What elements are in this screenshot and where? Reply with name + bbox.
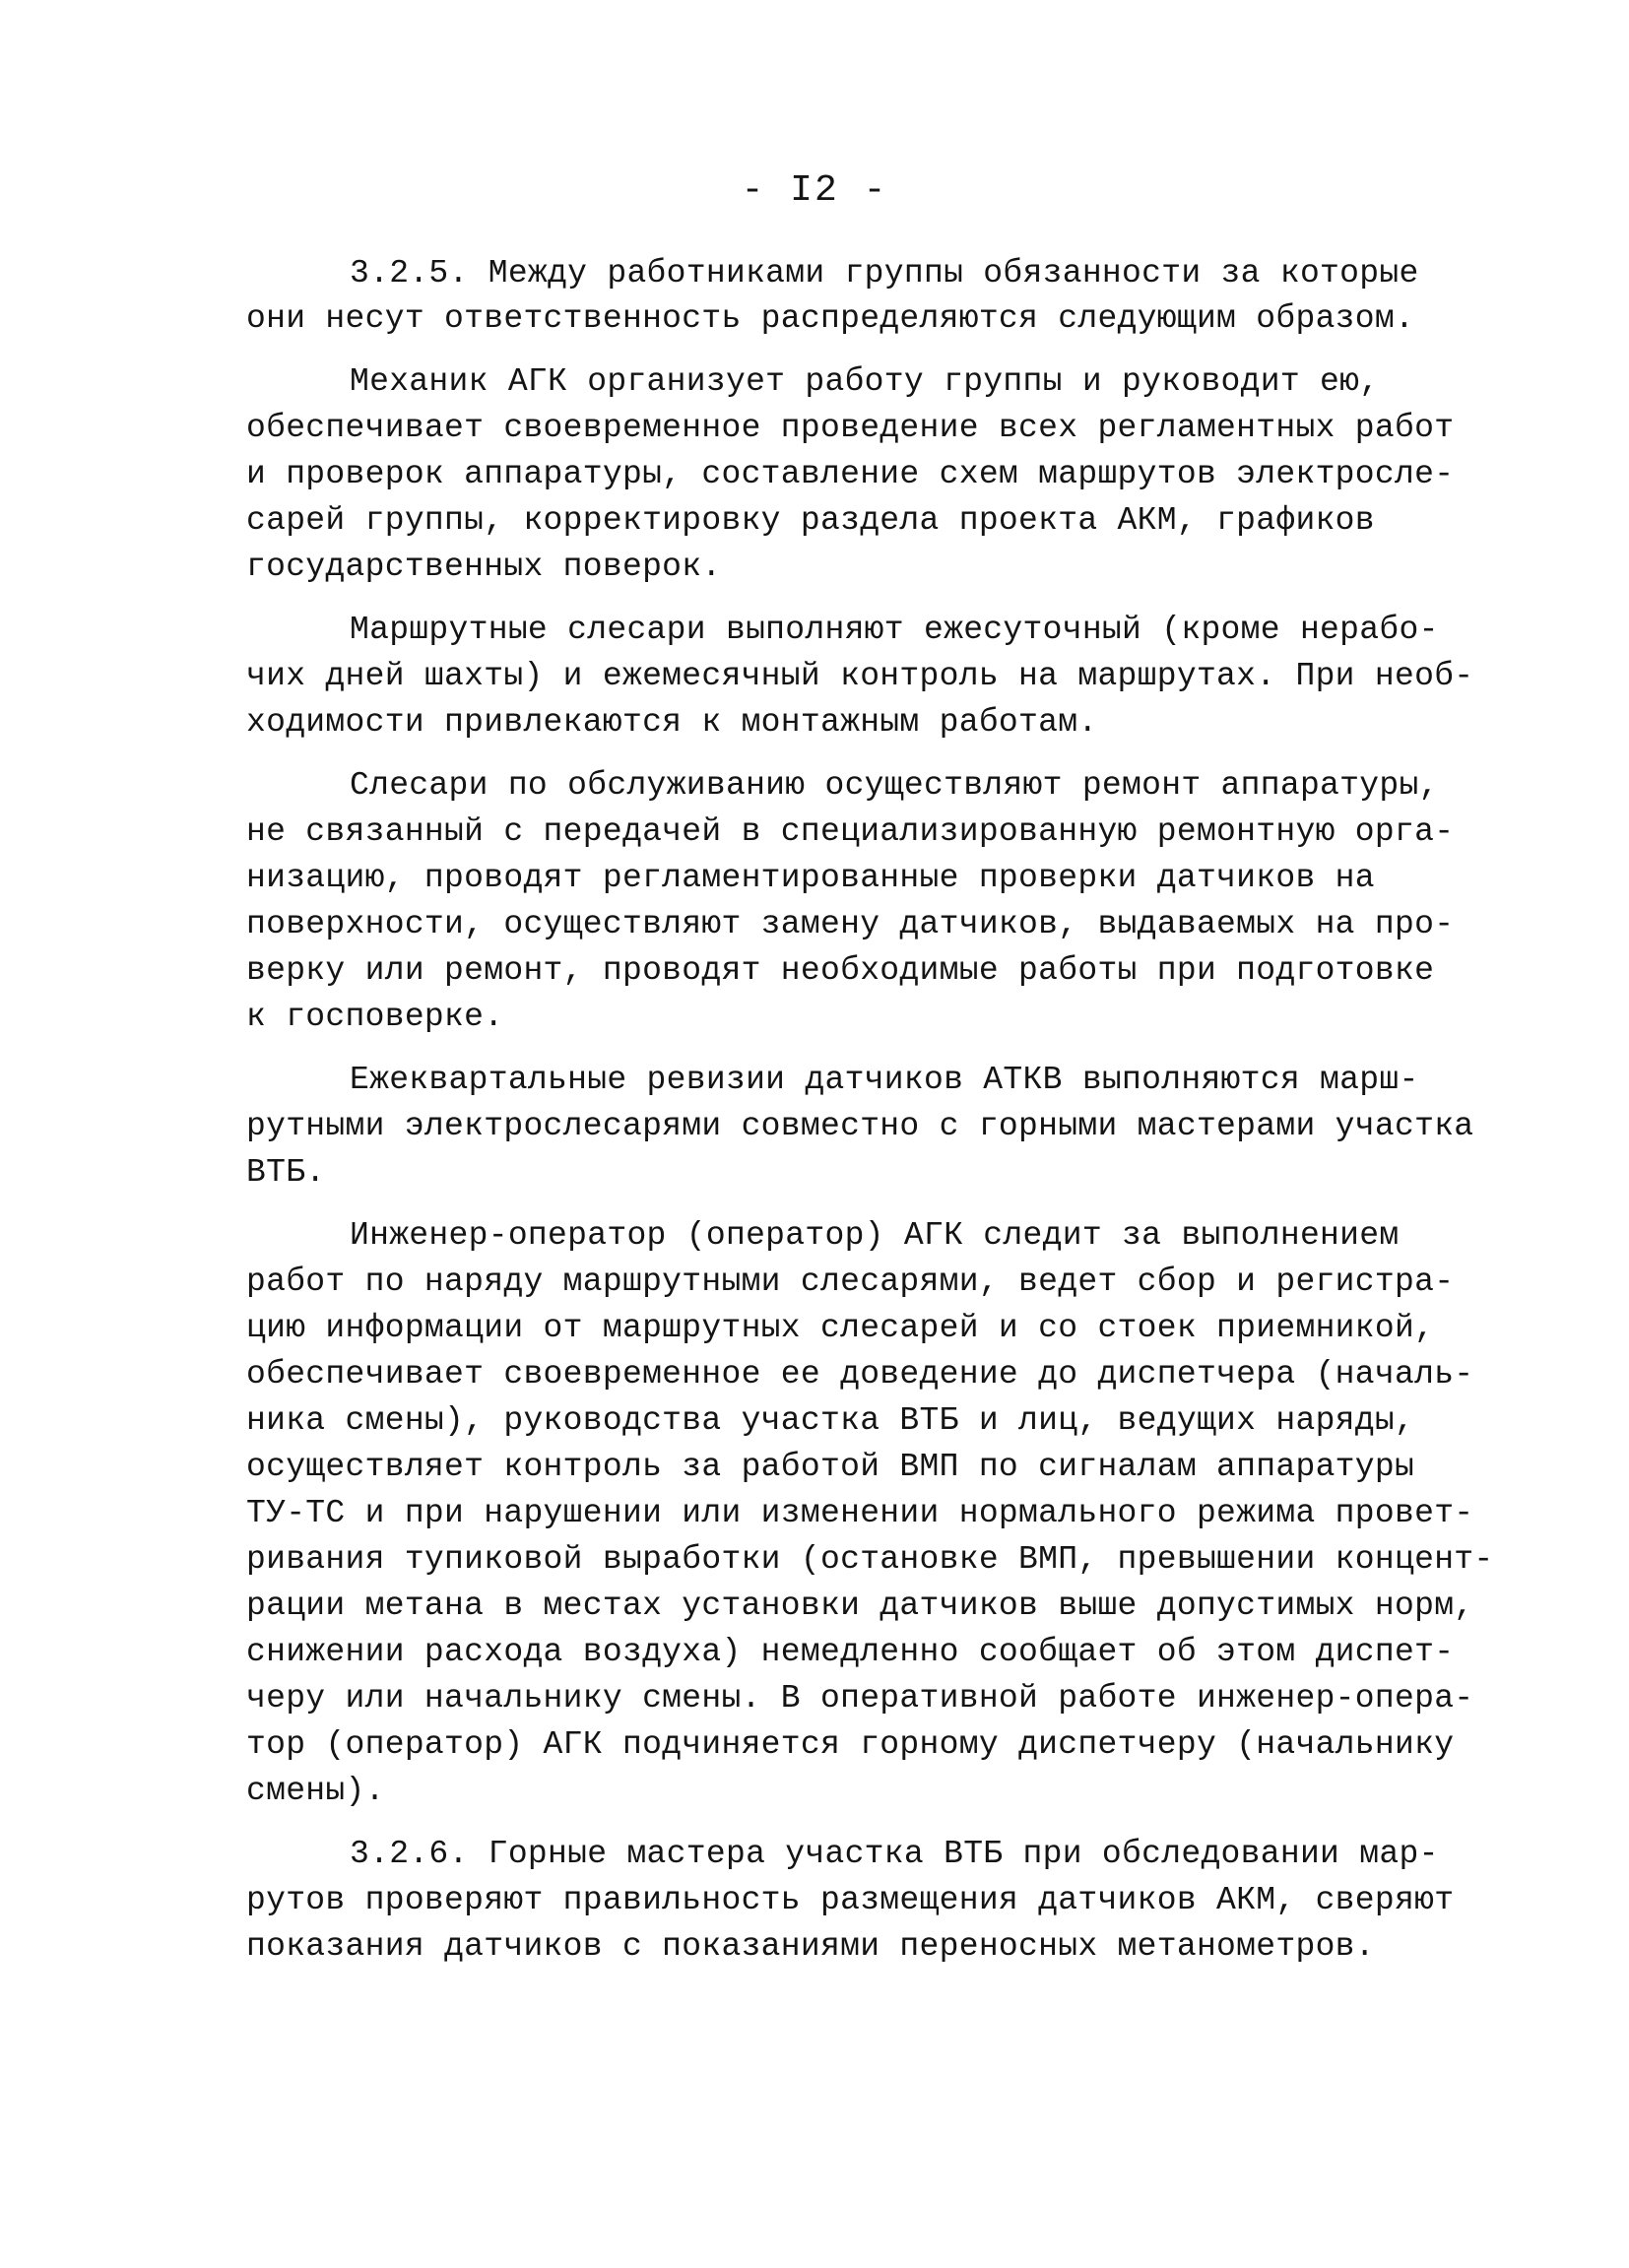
text-line: рутов проверяют правильность размещения датчиков АКМ, сверяют — [246, 1882, 1455, 1918]
text-line: не связанный с передачей в специализированную ремонтную орга- — [246, 813, 1455, 850]
text-line: рации метана в местах установки датчиков выше допустимых норм, — [246, 1588, 1474, 1624]
text-line: ника смены), руководства участка ВТБ и лиц, ведущих наряды, — [246, 1402, 1415, 1439]
text-line: к госповерке. — [246, 999, 504, 1035]
text-line: чих дней шахты) и ежемесячный контроль на маршрутах. При необ- — [246, 658, 1474, 694]
text-line: работ по наряду маршрутными слесарями, ведет сбор и регистра- — [246, 1264, 1455, 1300]
text-line: низацию, проводят регламентированные проверки датчиков на — [246, 860, 1375, 896]
text-line: Механик АГК организует работу группы и руководит ею, — [350, 363, 1380, 400]
text-line: черу или начальнику смены. В оперативной работе инженер-опера- — [246, 1680, 1474, 1717]
text-line: Слесари по обслуживанию осуществляют ремонт аппаратуры, — [350, 767, 1439, 804]
text-line: Инженер-оператор (оператор) АГК следит за выполнением — [350, 1217, 1400, 1254]
text-line: тор (оператор) АГК подчиняется горному диспетчеру (начальнику — [246, 1726, 1455, 1763]
text-line: они несут ответственность распределяются следующим образом. — [246, 300, 1415, 337]
text-line: государственных поверок. — [246, 549, 722, 585]
text-line: поверхности, осуществляют замену датчиков, выдаваемых на про- — [246, 906, 1455, 942]
text-line: 3.2.5. Между работниками группы обязанности за которые — [350, 255, 1419, 292]
text-line: ходимости привлекаются к монтажным работам. — [246, 704, 1098, 741]
text-line: ВТБ. — [246, 1154, 326, 1191]
text-line: сарей группы, корректировку раздела проекта АКМ, графиков — [246, 502, 1375, 539]
text-line: показания датчиков с показаниями переносных метанометров. — [246, 1928, 1375, 1965]
text-line: Ежеквартальные ревизии датчиков АТКВ выполняются марш- — [350, 1062, 1419, 1098]
text-line: 3.2.6. Горные мастера участка ВТБ при обследовании мар- — [350, 1836, 1439, 1872]
text-line: и проверок аппаратуры, составление схем маршрутов электросле- — [246, 456, 1455, 492]
text-line: ТУ-ТС и при нарушении или изменении нормального режима провет- — [246, 1495, 1474, 1531]
text-line: осуществляет контроль за работой ВМП по сигналам аппаратуры — [246, 1449, 1415, 1485]
text-line: ривания тупиковой выработки (остановке ВМП, превышении концент- — [246, 1541, 1494, 1578]
page-number: - I2 - — [741, 169, 888, 212]
text-line: Маршрутные слесари выполняют ежесуточный (кроме нерабо- — [350, 612, 1439, 648]
text-line: смены). — [246, 1773, 385, 1809]
text-line: цию информации от маршрутных слесарей и со стоек приемникой, — [246, 1310, 1435, 1346]
text-line: рутными электрослесарями совместно с горными мастерами участка — [246, 1108, 1474, 1144]
text-line: верку или ремонт, проводят необходимые работы при подготовке — [246, 952, 1435, 989]
text-line: обеспечивает своевременное ее доведение до диспетчера (началь- — [246, 1356, 1474, 1393]
text-line: снижении расхода воздуха) немедленно сообщает об этом диспет- — [246, 1634, 1455, 1670]
text-line: обеспечивает своевременное проведение всех регламентных работ — [246, 410, 1455, 446]
